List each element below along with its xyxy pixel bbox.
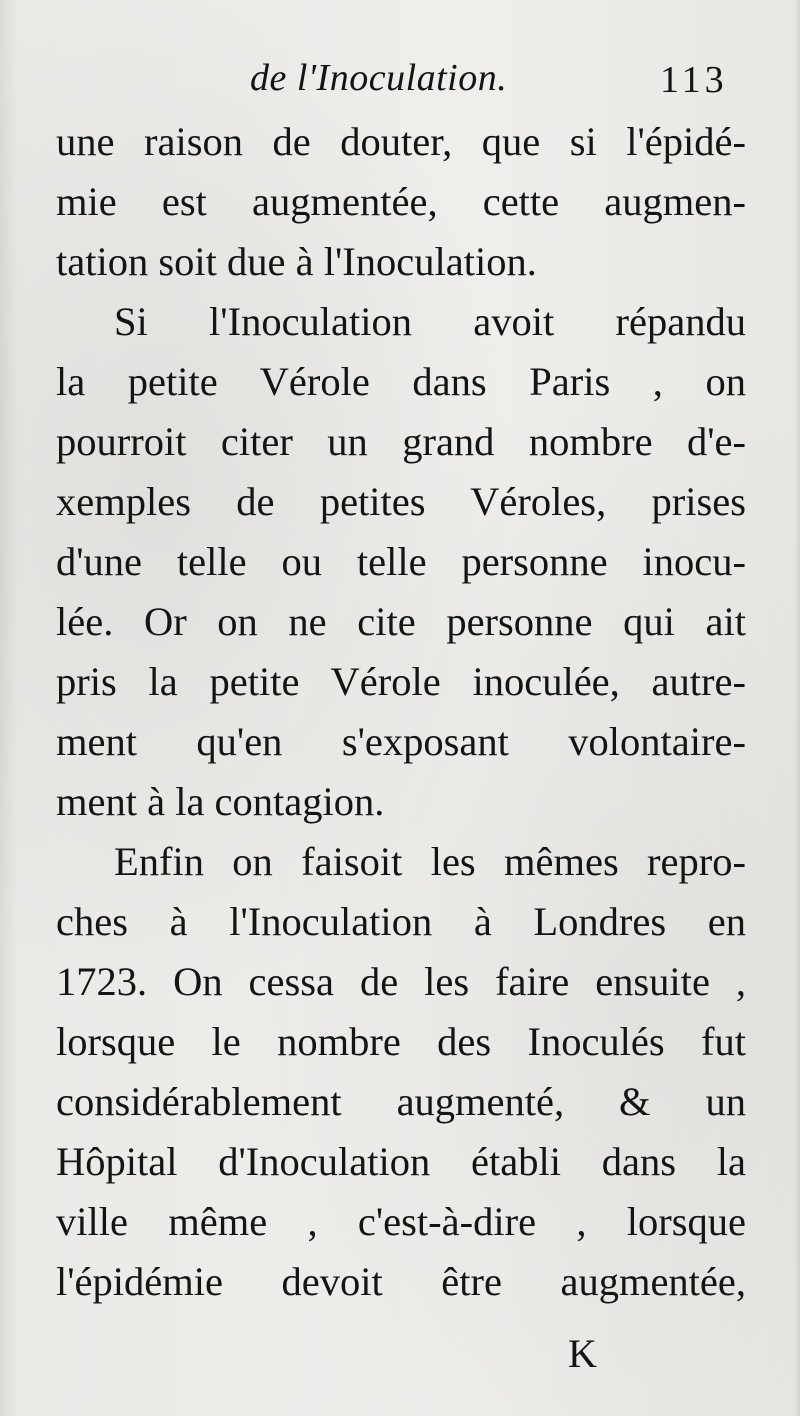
text-line: tation soit due à l'Inoculation. bbox=[56, 239, 537, 284]
signature-mark: K bbox=[568, 1331, 597, 1376]
text-line: Si l'Inoculation avoit répandu bbox=[114, 299, 746, 344]
text-line: considérablement augmenté, & un bbox=[56, 1079, 746, 1124]
text-line: Enfin on faisoit les mêmes repro- bbox=[114, 839, 746, 884]
text-line: xemples de petites Véroles, prises bbox=[56, 479, 746, 524]
text-line: une raison de douter, que si l'épidé- bbox=[56, 119, 746, 164]
text-line: d'une telle ou telle personne inocu- bbox=[56, 539, 746, 584]
body-text bbox=[56, 112, 746, 1312]
text-line: ment à la contagion. bbox=[56, 779, 385, 824]
text-line: 1723. On cessa de les faire ensuite , bbox=[56, 959, 746, 1004]
text-line: ville même , c'est-à-dire , lorsque bbox=[56, 1199, 746, 1244]
text-line: Hôpital d'Inoculation établi dans la bbox=[56, 1139, 746, 1184]
text-line: lée. Or on ne cite personne qui ait bbox=[56, 599, 746, 644]
text-line: pourroit citer un grand nombre d'e- bbox=[56, 419, 746, 464]
text-line: ment qu'en s'exposant volontaire- bbox=[56, 719, 746, 764]
page-number: 113 bbox=[660, 59, 728, 101]
text-line: ches à l'Inoculation à Londres en bbox=[56, 899, 746, 944]
text-line: mie est augmentée, cette augmen- bbox=[56, 179, 746, 224]
text-line: l'épidémie devoit être augmentée, bbox=[56, 1259, 746, 1304]
page-edge-shadow bbox=[794, 0, 800, 1416]
text-line: la petite Vérole dans Paris , on bbox=[56, 359, 746, 404]
text-line: lorsque le nombre des Inoculés fut bbox=[56, 1019, 746, 1064]
text-line: pris la petite Vérole inoculée, autre- bbox=[56, 659, 746, 704]
running-head: de l'Inoculation. bbox=[250, 57, 508, 99]
